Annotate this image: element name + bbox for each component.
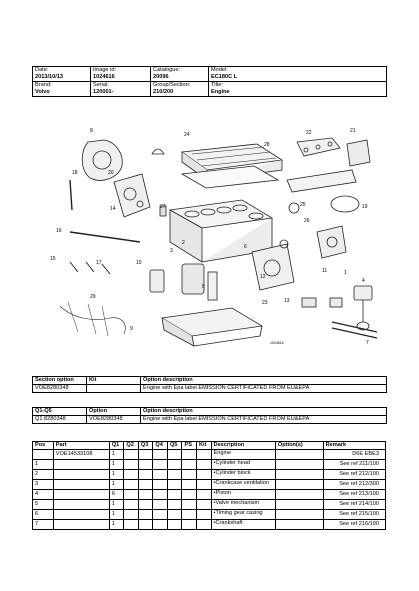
callout-9: 9 xyxy=(130,326,133,332)
options-cell xyxy=(275,480,323,490)
description-cell: •Valve mechanism xyxy=(211,500,275,510)
group-section-cell xyxy=(151,82,209,97)
pos-cell: 7 xyxy=(33,520,54,530)
q5-cell xyxy=(167,450,182,460)
callout-29: 29 xyxy=(90,294,96,300)
section-option-table xyxy=(32,376,387,393)
remark-cell: D6E EBE3 xyxy=(323,450,385,460)
part-number-cell xyxy=(53,470,109,480)
pos-cell: 3 xyxy=(33,480,54,490)
callout-7: 7 xyxy=(366,340,369,346)
serial-label: Serial: xyxy=(93,82,109,88)
remark-cell: See ref 214/100 xyxy=(323,500,385,510)
catalogue-cell xyxy=(151,67,209,82)
q1-cell: 6 xyxy=(109,490,124,500)
pos-cell: 5 xyxy=(33,500,54,510)
table-row xyxy=(33,470,386,480)
q-range-cell: Q1 8280348 xyxy=(33,416,87,424)
brand-value: Volvo xyxy=(35,89,50,95)
callout-6: 6 xyxy=(244,244,247,250)
callout-8: 8 xyxy=(90,128,93,134)
model-value: EC180C L xyxy=(211,74,238,80)
callout-15: 15 xyxy=(50,256,56,262)
metadata-table xyxy=(32,66,387,97)
catalogue-label: Catalogue: xyxy=(153,67,181,73)
remark-cell: See ref 216/100 xyxy=(323,520,385,530)
title-cell xyxy=(209,82,387,97)
ps-cell xyxy=(182,510,197,520)
table-row xyxy=(33,510,386,520)
q3-cell xyxy=(138,510,153,520)
title-label: Title: xyxy=(211,82,223,88)
option-cell: VOE8280348 xyxy=(87,416,141,424)
q2-cell xyxy=(124,460,139,470)
q3-cell xyxy=(138,460,153,470)
description-cell: •Crankcase ventilation xyxy=(211,480,275,490)
remark-cell: See ref 213/100 xyxy=(323,490,385,500)
remark-cell: See ref 212/100 xyxy=(323,470,385,480)
description-cell: •Cylinder block xyxy=(211,470,275,480)
q-range-header: Q1-Q5 xyxy=(33,408,87,416)
q-option-description-header: Option description xyxy=(141,408,387,416)
q2-cell xyxy=(124,520,139,530)
table-row xyxy=(33,480,386,490)
engine-drawing xyxy=(32,122,386,366)
kit-cell xyxy=(197,460,212,470)
q4-cell xyxy=(153,450,168,460)
callout-20: 20 xyxy=(108,170,114,176)
remark-cell: See ref 215/100 xyxy=(323,510,385,520)
kit-header: Kit xyxy=(197,442,212,450)
q5-cell xyxy=(167,460,182,470)
ps-cell xyxy=(182,450,197,460)
table-row xyxy=(33,450,386,460)
options-cell xyxy=(275,520,323,530)
q2-cell xyxy=(124,450,139,460)
remark-cell: See ref 212/300 xyxy=(323,480,385,490)
callout-22: 22 xyxy=(306,130,312,136)
callout-18: 18 xyxy=(72,170,78,176)
options-cell xyxy=(275,460,323,470)
kit-cell xyxy=(197,510,212,520)
description-cell: •Cylinder head xyxy=(211,460,275,470)
q5-cell xyxy=(167,500,182,510)
options-cell xyxy=(275,450,323,460)
callout-11: 11 xyxy=(322,268,328,274)
callout-24: 24 xyxy=(184,132,190,138)
callout-27: 27 xyxy=(160,204,166,210)
callout-4: 4 xyxy=(362,278,365,284)
q3-header: Q3 xyxy=(138,442,153,450)
serial-value: 120001- xyxy=(93,89,114,95)
part-number-cell xyxy=(53,500,109,510)
q4-cell xyxy=(153,480,168,490)
q2-cell xyxy=(124,470,139,480)
description-header: Description xyxy=(211,442,275,450)
options-cell xyxy=(275,500,323,510)
ps-cell xyxy=(182,470,197,480)
parts-header-row xyxy=(33,442,386,450)
q4-cell xyxy=(153,520,168,530)
q4-header: Q4 xyxy=(153,442,168,450)
q1-cell: 1 xyxy=(109,480,124,490)
group-section-value: 210/200 xyxy=(153,89,174,95)
callout-16: 16 xyxy=(56,228,62,234)
q5-cell xyxy=(167,480,182,490)
callout-25: 25 xyxy=(300,202,306,208)
q2-cell xyxy=(124,480,139,490)
q4-cell xyxy=(153,470,168,480)
kit-cell xyxy=(197,450,212,460)
q5-header: Q5 xyxy=(167,442,182,450)
diagram-caption: 1024616 xyxy=(270,341,284,345)
callout-14: 14 xyxy=(110,206,116,212)
description-cell: •Piston xyxy=(211,490,275,500)
callout-28: 28 xyxy=(264,142,270,148)
document-header xyxy=(32,66,386,97)
parts-table xyxy=(32,441,386,530)
ps-cell xyxy=(182,480,197,490)
parts-block xyxy=(32,441,386,530)
ps-cell xyxy=(182,520,197,530)
q-option-table xyxy=(32,407,387,424)
table-row xyxy=(33,490,386,500)
callout-26: 26 xyxy=(304,218,310,224)
part-header: Part xyxy=(53,442,109,450)
option-header: Option xyxy=(87,408,141,416)
q5-cell xyxy=(167,520,182,530)
kit-cell xyxy=(197,520,212,530)
q2-cell xyxy=(124,510,139,520)
parts-body xyxy=(33,450,386,530)
pos-cell: 4 xyxy=(33,490,54,500)
engine-exploded-diagram xyxy=(32,122,386,366)
q3-cell xyxy=(138,470,153,480)
q4-cell xyxy=(153,500,168,510)
q3-cell xyxy=(138,450,153,460)
table-row xyxy=(33,520,386,530)
options-header: Option(s) xyxy=(275,442,323,450)
q1-cell: 1 xyxy=(109,470,124,480)
part-number-cell xyxy=(53,490,109,500)
q1-cell: 1 xyxy=(109,520,124,530)
callout-19: 19 xyxy=(362,204,368,210)
kit-cell xyxy=(197,480,212,490)
pos-cell: 2 xyxy=(33,470,54,480)
q-option-block xyxy=(32,407,387,424)
q5-cell xyxy=(167,510,182,520)
part-number-cell xyxy=(53,460,109,470)
remark-header: Remark xyxy=(323,442,385,450)
part-number-cell xyxy=(53,510,109,520)
date-cell xyxy=(33,67,91,82)
part-number-cell xyxy=(53,480,109,490)
section-option-cell: VOE8280348 xyxy=(33,385,87,393)
image-id-label: Image id: xyxy=(93,67,117,73)
options-cell xyxy=(275,510,323,520)
brand-cell xyxy=(33,82,91,97)
q1-cell: 1 xyxy=(109,510,124,520)
section-option-header: Section option xyxy=(33,377,87,385)
q2-header: Q2 xyxy=(124,442,139,450)
callout-17: 17 xyxy=(96,260,102,266)
pos-cell: 1 xyxy=(33,460,54,470)
pos-header: Pos xyxy=(33,442,54,450)
catalogue-value: 20096 xyxy=(153,74,169,80)
image-id-cell xyxy=(91,67,151,82)
part-number-cell xyxy=(53,520,109,530)
q5-cell xyxy=(167,470,182,480)
q1-cell: 1 xyxy=(109,450,124,460)
q5-cell xyxy=(167,490,182,500)
q3-cell xyxy=(138,520,153,530)
kit-cell xyxy=(197,470,212,480)
part-number-cell: VOE14533108 xyxy=(53,450,109,460)
remark-cell: See ref 211/100 xyxy=(323,460,385,470)
options-cell xyxy=(275,470,323,480)
options-cell xyxy=(275,490,323,500)
q2-cell xyxy=(124,490,139,500)
callout-23: 23 xyxy=(262,300,268,306)
q1-cell: 1 xyxy=(109,460,124,470)
q4-cell xyxy=(153,510,168,520)
q3-cell xyxy=(138,480,153,490)
brand-label: Brand: xyxy=(35,82,52,88)
q4-cell xyxy=(153,490,168,500)
kit-cell xyxy=(197,490,212,500)
pos-cell xyxy=(33,450,54,460)
kit-header: Kit xyxy=(87,377,141,385)
kit-cell xyxy=(197,500,212,510)
q-option-description-cell: Engine with Epa label EMISSION CERTIFICATED FROM EU&EPA xyxy=(141,416,387,424)
table-row xyxy=(33,500,386,510)
callout-3: 3 xyxy=(170,248,173,254)
date-value: 2013/10/13 xyxy=(35,74,63,80)
q3-cell xyxy=(138,490,153,500)
ps-cell xyxy=(182,490,197,500)
image-id-value: 1024616 xyxy=(93,74,115,80)
serial-cell xyxy=(91,82,151,97)
callout-2: 2 xyxy=(182,240,185,246)
callout-12: 12 xyxy=(260,274,266,280)
ps-cell xyxy=(182,500,197,510)
q4-cell xyxy=(153,460,168,470)
description-cell: •Crankshaft xyxy=(211,520,275,530)
callout-10: 10 xyxy=(136,260,142,266)
table-row xyxy=(33,460,386,470)
callout-5: 5 xyxy=(202,284,205,290)
description-cell: Engine xyxy=(211,450,275,460)
q1-cell: 1 xyxy=(109,500,124,510)
title-value: Engine xyxy=(211,89,230,95)
pos-cell: 6 xyxy=(33,510,54,520)
callout-1: 1 xyxy=(344,270,347,276)
callout-13: 13 xyxy=(284,298,290,304)
q3-cell xyxy=(138,500,153,510)
option-description-cell: Engine with Epa label EMISSION CERTIFICATED FROM EU&EPA xyxy=(141,385,387,393)
description-cell: •Timing gear casing xyxy=(211,510,275,520)
date-label: Date: xyxy=(35,67,49,73)
model-cell xyxy=(209,67,387,82)
ps-header: PS xyxy=(182,442,197,450)
q2-cell xyxy=(124,500,139,510)
section-option-block xyxy=(32,376,387,393)
ps-cell xyxy=(182,460,197,470)
model-label: Model: xyxy=(211,67,228,73)
kit-cell xyxy=(87,385,141,393)
option-description-header: Option description xyxy=(141,377,387,385)
callout-21: 21 xyxy=(350,128,356,134)
q1-header: Q1 xyxy=(109,442,124,450)
group-section-label: Group/Section: xyxy=(153,82,191,88)
